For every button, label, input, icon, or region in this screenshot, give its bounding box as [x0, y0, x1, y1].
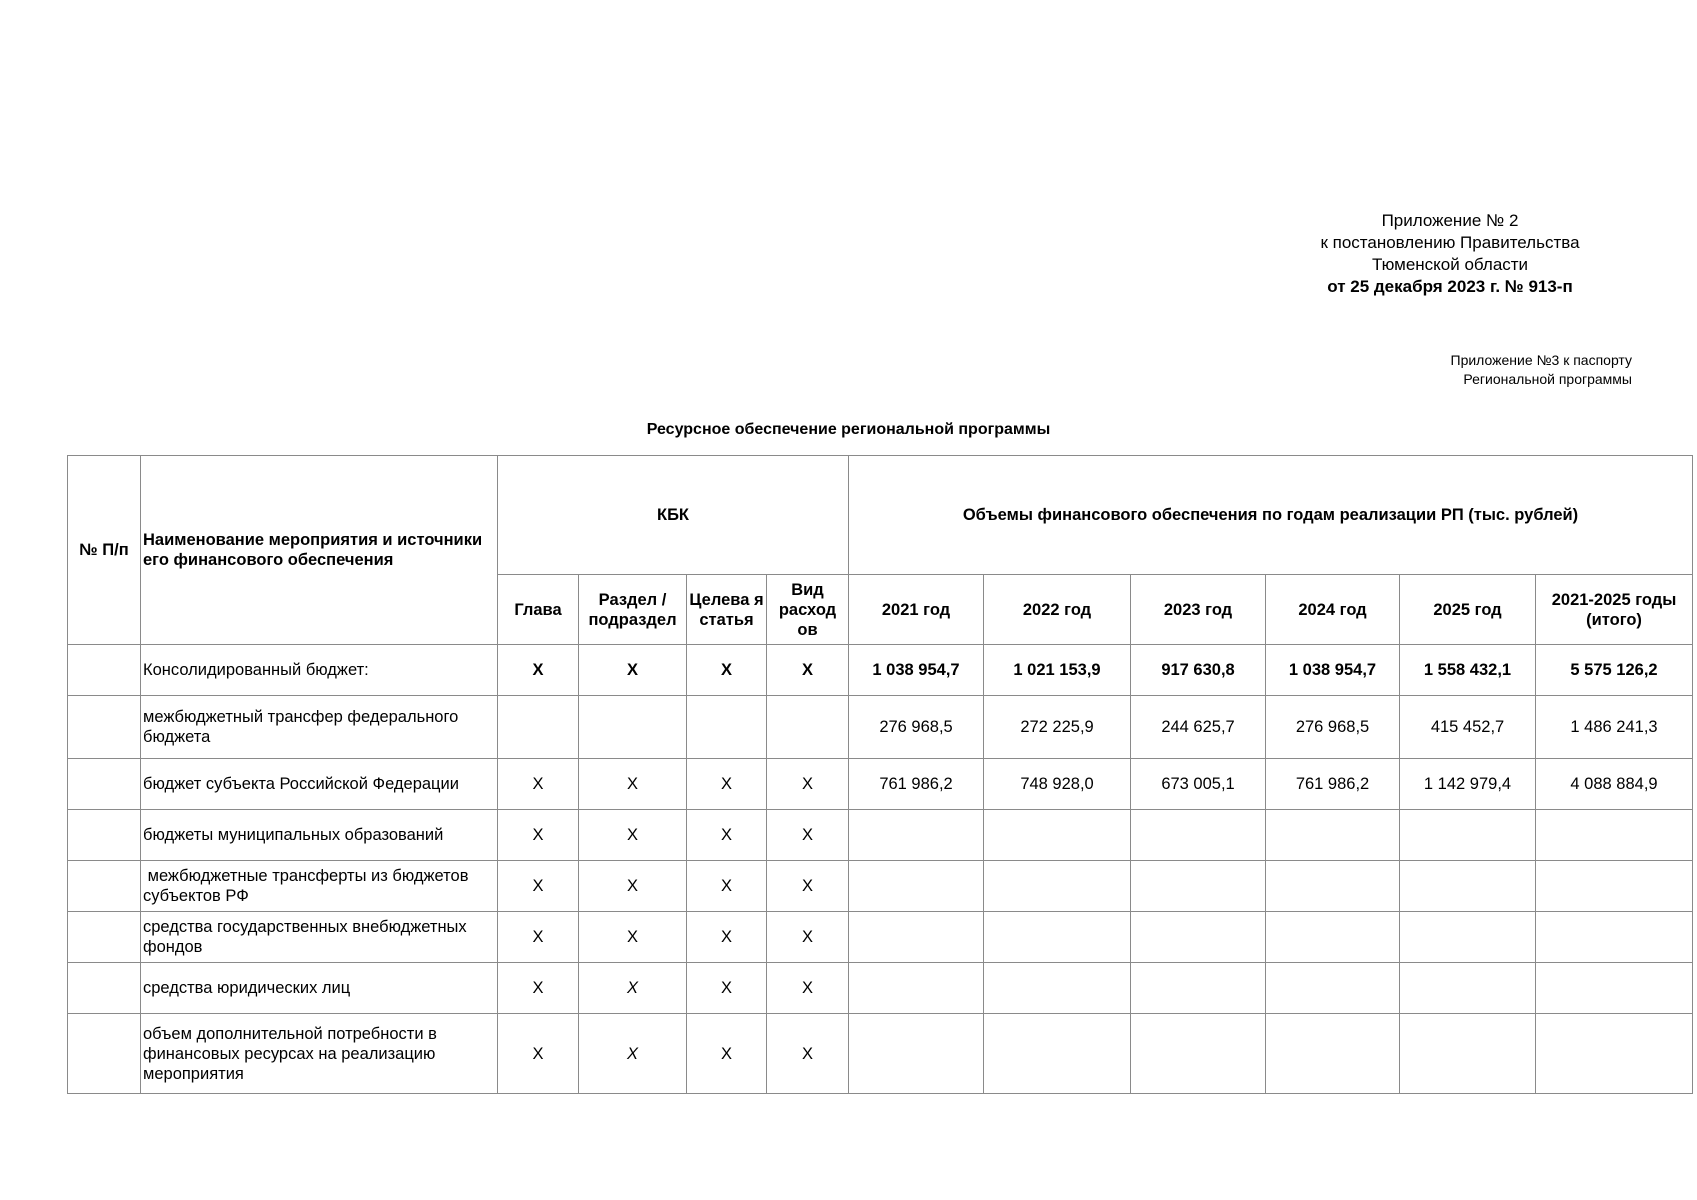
cell-2023 — [1131, 963, 1266, 1014]
cell-2024 — [1266, 861, 1400, 912]
cell-2025: 1 558 432,1 — [1400, 645, 1536, 696]
cell-num — [68, 912, 141, 963]
cell-celevaya: X — [687, 1014, 767, 1094]
cell-2025 — [1400, 861, 1536, 912]
cell-razdel: X — [579, 1014, 687, 1094]
header-2024: 2024 год — [1266, 575, 1400, 645]
cell-vid: X — [767, 1014, 849, 1094]
cell-celevaya: X — [687, 759, 767, 810]
cell-name: средства юридических лиц — [141, 963, 498, 1014]
cell-celevaya: X — [687, 963, 767, 1014]
table-row — [68, 1014, 1693, 1094]
cell-vid: X — [767, 759, 849, 810]
cell-vid: X — [767, 963, 849, 1014]
cell-celevaya: X — [687, 912, 767, 963]
cell-2021: 276 968,5 — [849, 696, 984, 759]
cell-2021 — [849, 963, 984, 1014]
cell-2021: 1 038 954,7 — [849, 645, 984, 696]
cell-vid: X — [767, 861, 849, 912]
header-2022: 2022 год — [984, 575, 1131, 645]
header-num: № П/п — [68, 456, 141, 645]
table-row — [68, 963, 1693, 1014]
cell-2024: 761 986,2 — [1266, 759, 1400, 810]
cell-name: межбюджетные трансферты из бюджетов субъектов РФ — [141, 861, 498, 912]
cell-2025: 1 142 979,4 — [1400, 759, 1536, 810]
cell-2022: 748 928,0 — [984, 759, 1131, 810]
cell-vid: X — [767, 645, 849, 696]
cell-2021 — [849, 810, 984, 861]
cell-num — [68, 645, 141, 696]
cell-razdel: X — [579, 759, 687, 810]
cell-total: 1 486 241,3 — [1536, 696, 1693, 759]
cell-glava: X — [498, 645, 579, 696]
document-title: Ресурсное обеспечение региональной программы — [646, 421, 1051, 438]
cell-2025 — [1400, 1014, 1536, 1094]
cell-num — [68, 963, 141, 1014]
cell-2022: 1 021 153,9 — [984, 645, 1131, 696]
header-razdel: Раздел / подраздел — [579, 575, 687, 645]
cell-name: Консолидированный бюджет: — [141, 645, 498, 696]
cell-2022 — [984, 963, 1131, 1014]
passport-line-2: Региональной программы — [1463, 371, 1632, 387]
appendix-line-2: к постановлению Правительства — [1320, 233, 1580, 252]
cell-razdel — [579, 696, 687, 759]
cell-celevaya: X — [687, 645, 767, 696]
cell-2022: 272 225,9 — [984, 696, 1131, 759]
header-volumes: Объемы финансового обеспечения по годам реализации РП (тыс. рублей) — [849, 456, 1693, 575]
cell-2021 — [849, 861, 984, 912]
resource-table — [67, 455, 1693, 1094]
cell-2023 — [1131, 810, 1266, 861]
cell-2024 — [1266, 1014, 1400, 1094]
cell-2024 — [1266, 963, 1400, 1014]
header-kbk: КБК — [498, 456, 849, 575]
appendix-line-1: Приложение № 2 — [1381, 211, 1519, 230]
table-row — [68, 645, 1693, 696]
cell-glava — [498, 696, 579, 759]
cell-num — [68, 696, 141, 759]
table-row — [68, 861, 1693, 912]
table-row — [68, 912, 1693, 963]
cell-total: 5 575 126,2 — [1536, 645, 1693, 696]
cell-vid: X — [767, 810, 849, 861]
cell-celevaya: X — [687, 810, 767, 861]
table-row — [68, 696, 1693, 759]
appendix-header — [1240, 210, 1660, 298]
cell-total — [1536, 810, 1693, 861]
table-row — [68, 759, 1693, 810]
header-glava: Глава — [498, 575, 579, 645]
cell-2025: 415 452,7 — [1400, 696, 1536, 759]
cell-num — [68, 861, 141, 912]
cell-num — [68, 1014, 141, 1094]
cell-razdel: X — [579, 861, 687, 912]
cell-2021 — [849, 912, 984, 963]
appendix-line-3: Тюменской области — [1371, 255, 1529, 274]
cell-name: межбюджетный трансфер федерального бюджета — [141, 696, 498, 759]
passport-line-1: Приложение №3 к паспорту — [1450, 352, 1632, 368]
cell-vid: X — [767, 912, 849, 963]
header-celevaya: Целева я статья — [687, 575, 767, 645]
cell-2022 — [984, 810, 1131, 861]
cell-2023 — [1131, 1014, 1266, 1094]
cell-2021: 761 986,2 — [849, 759, 984, 810]
cell-celevaya: X — [687, 861, 767, 912]
cell-num — [68, 810, 141, 861]
cell-total — [1536, 1014, 1693, 1094]
cell-glava: X — [498, 810, 579, 861]
appendix-line-4: от 25 декабря 2023 г. № 913-п — [1327, 277, 1573, 296]
cell-vid — [767, 696, 849, 759]
table-row — [68, 810, 1693, 861]
cell-razdel: X — [579, 645, 687, 696]
passport-note — [1451, 351, 1633, 389]
cell-2023 — [1131, 912, 1266, 963]
header-2021: 2021 год — [849, 575, 984, 645]
cell-name: объем дополнительной потребности в финансовых ресурсах на реализацию мероприятия — [141, 1014, 498, 1094]
cell-total — [1536, 963, 1693, 1014]
cell-total — [1536, 912, 1693, 963]
cell-2022 — [984, 1014, 1131, 1094]
cell-2024 — [1266, 912, 1400, 963]
cell-glava: X — [498, 1014, 579, 1094]
cell-name: бюджет субъекта Российской Федерации — [141, 759, 498, 810]
cell-2023: 673 005,1 — [1131, 759, 1266, 810]
cell-2024: 276 968,5 — [1266, 696, 1400, 759]
header-name: Наименование мероприятия и источники его финансового обеспечения — [141, 456, 498, 645]
cell-2023: 917 630,8 — [1131, 645, 1266, 696]
cell-glava: X — [498, 912, 579, 963]
cell-2025 — [1400, 912, 1536, 963]
header-total: 2021-2025 годы (итого) — [1536, 575, 1693, 645]
cell-name: средства государственных внебюджетных фондов — [141, 912, 498, 963]
cell-2025 — [1400, 810, 1536, 861]
cell-razdel: X — [579, 912, 687, 963]
cell-total: 4 088 884,9 — [1536, 759, 1693, 810]
cell-2024: 1 038 954,7 — [1266, 645, 1400, 696]
cell-2023 — [1131, 861, 1266, 912]
cell-2024 — [1266, 810, 1400, 861]
cell-2023: 244 625,7 — [1131, 696, 1266, 759]
cell-razdel: X — [579, 963, 687, 1014]
cell-glava: X — [498, 963, 579, 1014]
cell-razdel: X — [579, 810, 687, 861]
cell-2022 — [984, 912, 1131, 963]
cell-2022 — [984, 861, 1131, 912]
cell-2021 — [849, 1014, 984, 1094]
cell-num — [68, 759, 141, 810]
cell-glava: X — [498, 759, 579, 810]
header-2023: 2023 год — [1131, 575, 1266, 645]
cell-glava: X — [498, 861, 579, 912]
cell-name: бюджеты муниципальных образований — [141, 810, 498, 861]
cell-celevaya — [687, 696, 767, 759]
cell-total — [1536, 861, 1693, 912]
header-vid: Вид расход ов — [767, 575, 849, 645]
header-2025: 2025 год — [1400, 575, 1536, 645]
cell-2025 — [1400, 963, 1536, 1014]
